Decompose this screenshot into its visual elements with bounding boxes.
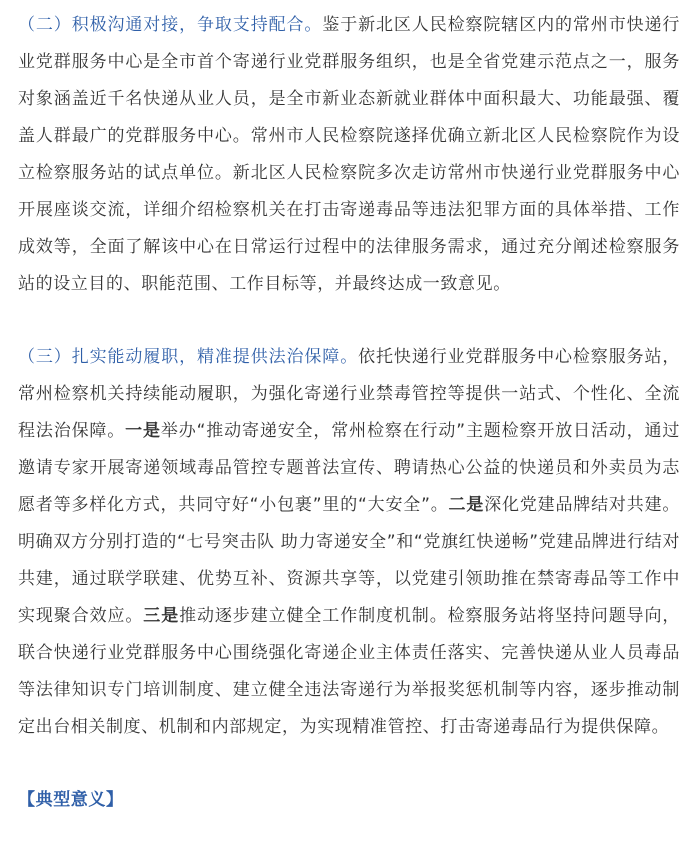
item-text-second: 深化党建品牌结对共建。明确双方分别打造的“七号突击队 助力寄递安全”和“党旗红快递畅”党建品牌进行结对共建，通过联学联建、优势互补、资源共享等，以党建引领助推在禁寄毒品等工作中实现聚合效应。 — [18, 495, 680, 626]
item-marker-third: 三是 — [143, 606, 180, 626]
paragraph-legal-support — [18, 339, 680, 746]
paragraph-body-text: 鉴于新北区人民检察院辖区内的常州市快递行业党群服务中心是全市首个寄递行业党群服务组织，也是全省党建示范点之一，服务对象涵盖近千名快递从业人员，是全市新业态新就业群体中面积最大、功能最强、覆盖人群最广的党群服务中心。常州市人民检察院遂择优确立新北区人民检察院作为设立检察服务站的试点单位。新北区人民检察院多次走访常州市快递行业党群服务中心开展座谈交流，详细介绍检察机关在打击寄递毒品等违法犯罪方面的具体举措、工作成效等，全面了解该中心在日常运行过程中的法律服务需求，通过充分阐述检察服务站的设立目的、职能范围、工作目标等，并最终达成一致意见。 — [18, 15, 681, 294]
item-marker-first: 一是 — [125, 421, 161, 441]
paragraph-intro-text: 依托快递行业党群服务中心检察服务站，常州检察机关持续能动履职，为强化寄递行业禁毒管控等提供一站式、个性化、全流程法治保障。 — [18, 347, 680, 441]
paragraph-lead-heading: （二）积极沟通对接，争取支持配合。 — [18, 15, 323, 35]
section-heading-typical-significance: 【典型意义】 — [18, 790, 124, 810]
paragraph-lead-heading: （三）扎实能动履职，精准提供法治保障。 — [18, 347, 359, 367]
item-text-first: 举办“推动寄递安全，常州检察在行动”主题检察开放日活动，通过邀请专家开展寄递领域毒品管控专题普法宣传、聘请热心公益的快递员和外卖员为志愿者等多样化方式，共同守好“小包裹”里的“大安全”。 — [18, 421, 680, 515]
item-marker-second: 二是 — [448, 495, 485, 515]
item-text-third: 推动逐步建立健全工作制度机制。检察服务站将坚持问题导向，联合快递行业党群服务中心围绕强化寄递企业主体责任落实、完善快递从业人员毒品等法律知识专门培训制度、建立健全违法寄递行为举报奖惩机制等内容，逐步推动制定出台相关制度、机制和内部规定，为实现精准管控、打击寄递毒品行为提供保障。 — [18, 606, 680, 737]
paragraph-communication — [18, 0, 680, 303]
